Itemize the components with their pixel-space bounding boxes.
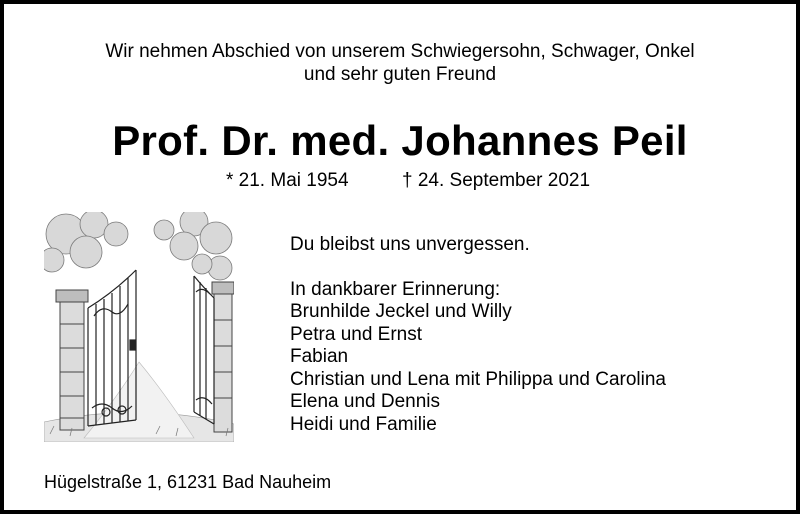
address: Hügelstraße 1, 61231 Bad Nauheim [44, 472, 332, 492]
mourners-heading: In dankbarer Erinnerung: [290, 278, 501, 300]
mourner-name: Brunhilde Jeckel und Willy [290, 301, 512, 322]
deceased-name: Prof. Dr. med. Johannes Peil [112, 117, 688, 164]
life-dates [4, 170, 796, 194]
mourner-name: Petra und Ernst [290, 323, 423, 345]
mourner-name: Fabian [290, 346, 349, 367]
mourner-name: Heidi und Familie [290, 413, 437, 435]
mourner-name: Christian und Lena mit Philippa und Carolina [290, 368, 667, 390]
mourner-name: Elena und Dennis [290, 391, 440, 412]
birth-date: * 21. Mai 1954 [226, 170, 349, 191]
death-date: † 24. September 2021 [402, 170, 591, 191]
mourners-block [290, 234, 666, 436]
intro-text [4, 40, 796, 86]
motto: Du bleibst uns unvergessen. [290, 234, 530, 255]
intro-line-2: und sehr guten Freund [303, 64, 497, 85]
intro-line-1: Wir nehmen Abschied von unserem Schwiegersohn, Schwager, Onkel [105, 41, 695, 62]
garden-gate-illustration [44, 212, 234, 442]
